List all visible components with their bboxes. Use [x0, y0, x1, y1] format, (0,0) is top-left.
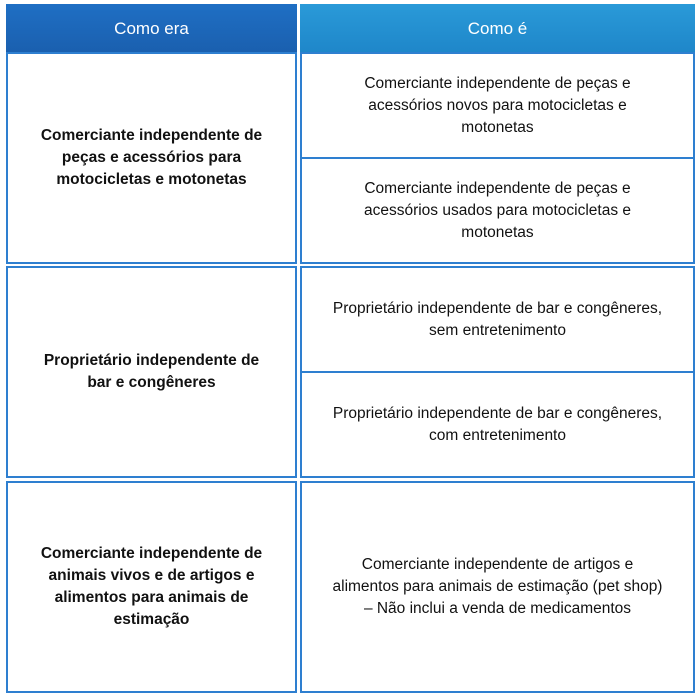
- header-como-era: [6, 4, 297, 54]
- row-3-now-cell-1: [300, 481, 695, 693]
- row-3-now-text-1: Comerciante independente de artigos e alimentos para animais de estimação (pet shop) – Não inclui a venda de medicamentos: [332, 556, 663, 617]
- row-1-now-cell-1: [300, 52, 695, 159]
- row-2-now-text-1: Proprietário independente de bar e congêneres, sem entretenimento: [332, 299, 663, 339]
- row-2-was-cell: [6, 266, 297, 478]
- row-3-was-cell: [6, 481, 297, 693]
- row-2-was-text: Proprietário independente de bar e congêneres: [43, 352, 260, 391]
- row-1-now-text-1: Comerciante independente de peças e acessórios novos para motocicletas e motonetas: [364, 74, 631, 136]
- row-2-now-text-2: Proprietário independente de bar e congêneres, com entretenimento: [332, 404, 663, 444]
- row-2-now-cell-1: [300, 266, 695, 373]
- row-2-now-cell-2: [300, 371, 695, 478]
- row-1-was-cell: [6, 52, 297, 264]
- header-como-e-label: Como é: [467, 19, 528, 38]
- row-3-was-text: Comerciante independente de animais vivos e de artigos e alimentos para animais de estimação: [40, 545, 263, 628]
- row-1-was-text: Comerciante independente de peças e acessórios para motocicletas e motonetas: [40, 127, 263, 188]
- header-como-era-label: Como era: [114, 19, 189, 38]
- header-como-e: [300, 4, 695, 54]
- row-1-now-text-2: Comerciante independente de peças e acessórios usados para motocicletas e motonetas: [363, 179, 632, 241]
- row-1-now-cell-2: [300, 157, 695, 264]
